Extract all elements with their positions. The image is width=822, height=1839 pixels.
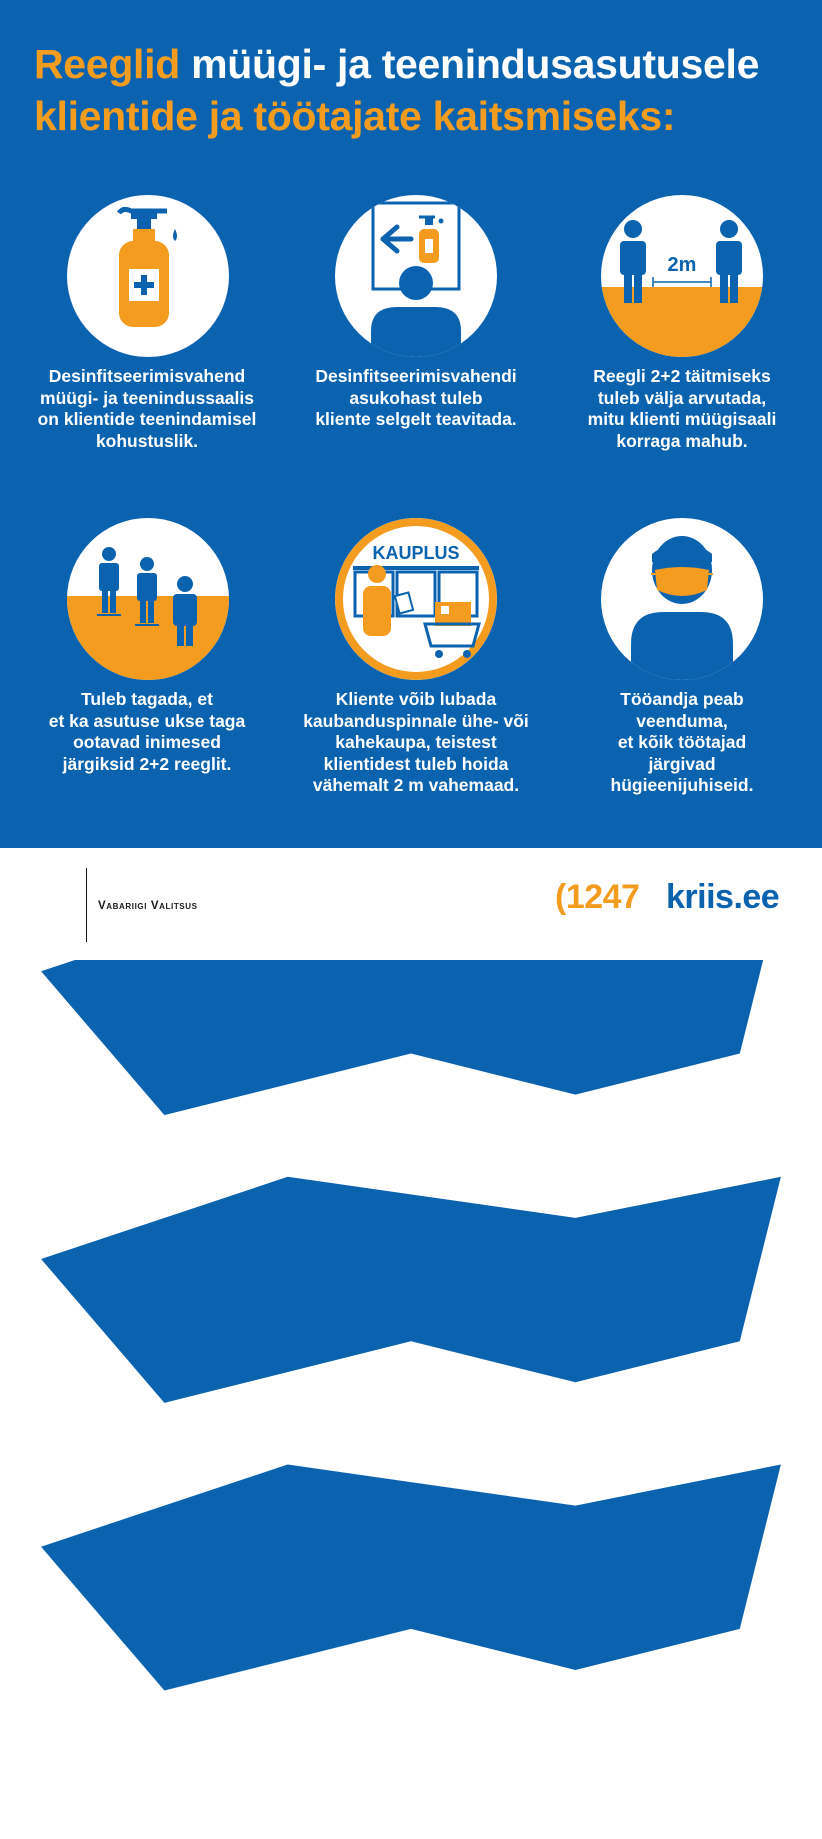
- government-name: Vabariigi Valitsus: [98, 900, 198, 912]
- queue-icon: [67, 518, 229, 680]
- rule-text-3: Reegli 2+2 täitmiseks tuleb välja arvutada, mitu klienti müügisaali korraga mahub.: [587, 366, 777, 451]
- phone-number: (1247: [555, 878, 640, 916]
- title-line2: klientide ja töötajate kaitsmiseks:: [34, 93, 676, 139]
- distance-label: 2m: [667, 254, 697, 276]
- rule-text-5: Kliente võib lubada kaubanduspinnale ühe- või kahekaupa, teistest klientidest tuleb hoida vähemalt 2 m vahemaad.: [303, 689, 529, 795]
- footer-divider: [86, 868, 87, 942]
- masked-worker-icon: [601, 518, 763, 680]
- rule-text-6: Tööandja peab veenduma, et kõik töötajad järgivad hügieenijuhiseid.: [610, 689, 754, 795]
- rule-text-2: Desinfitseerimisvahendi asukohast tuleb kliente selgelt teavitada.: [315, 366, 517, 429]
- title-highlight: Reeglid: [34, 41, 180, 87]
- distance-2m-icon: [601, 195, 763, 357]
- hand-sanitizer-icon: [67, 195, 229, 357]
- phone-icon: (: [555, 878, 566, 916]
- title-rest: müügi- ja teenindusasutusele: [180, 41, 760, 87]
- coat-of-arms-icon: [0, 848, 822, 1834]
- rule-text-1: Desinfitseerimisvahend müügi- ja teenindussaalis on klientide teenindamisel kohustuslik.: [37, 366, 257, 451]
- sanitizer-sign-icon: [335, 195, 497, 357]
- website-link[interactable]: kriis.ee: [666, 878, 780, 916]
- shop-icon: [335, 518, 497, 680]
- rule-text-4: Tuleb tagada, et et ka asutuse ukse taga ootavad inimesed järgiksid 2+2 reeglit.: [48, 689, 246, 774]
- poster: [0, 0, 822, 848]
- page-title: [34, 38, 804, 142]
- shop-label: KAUPLUS: [372, 543, 460, 563]
